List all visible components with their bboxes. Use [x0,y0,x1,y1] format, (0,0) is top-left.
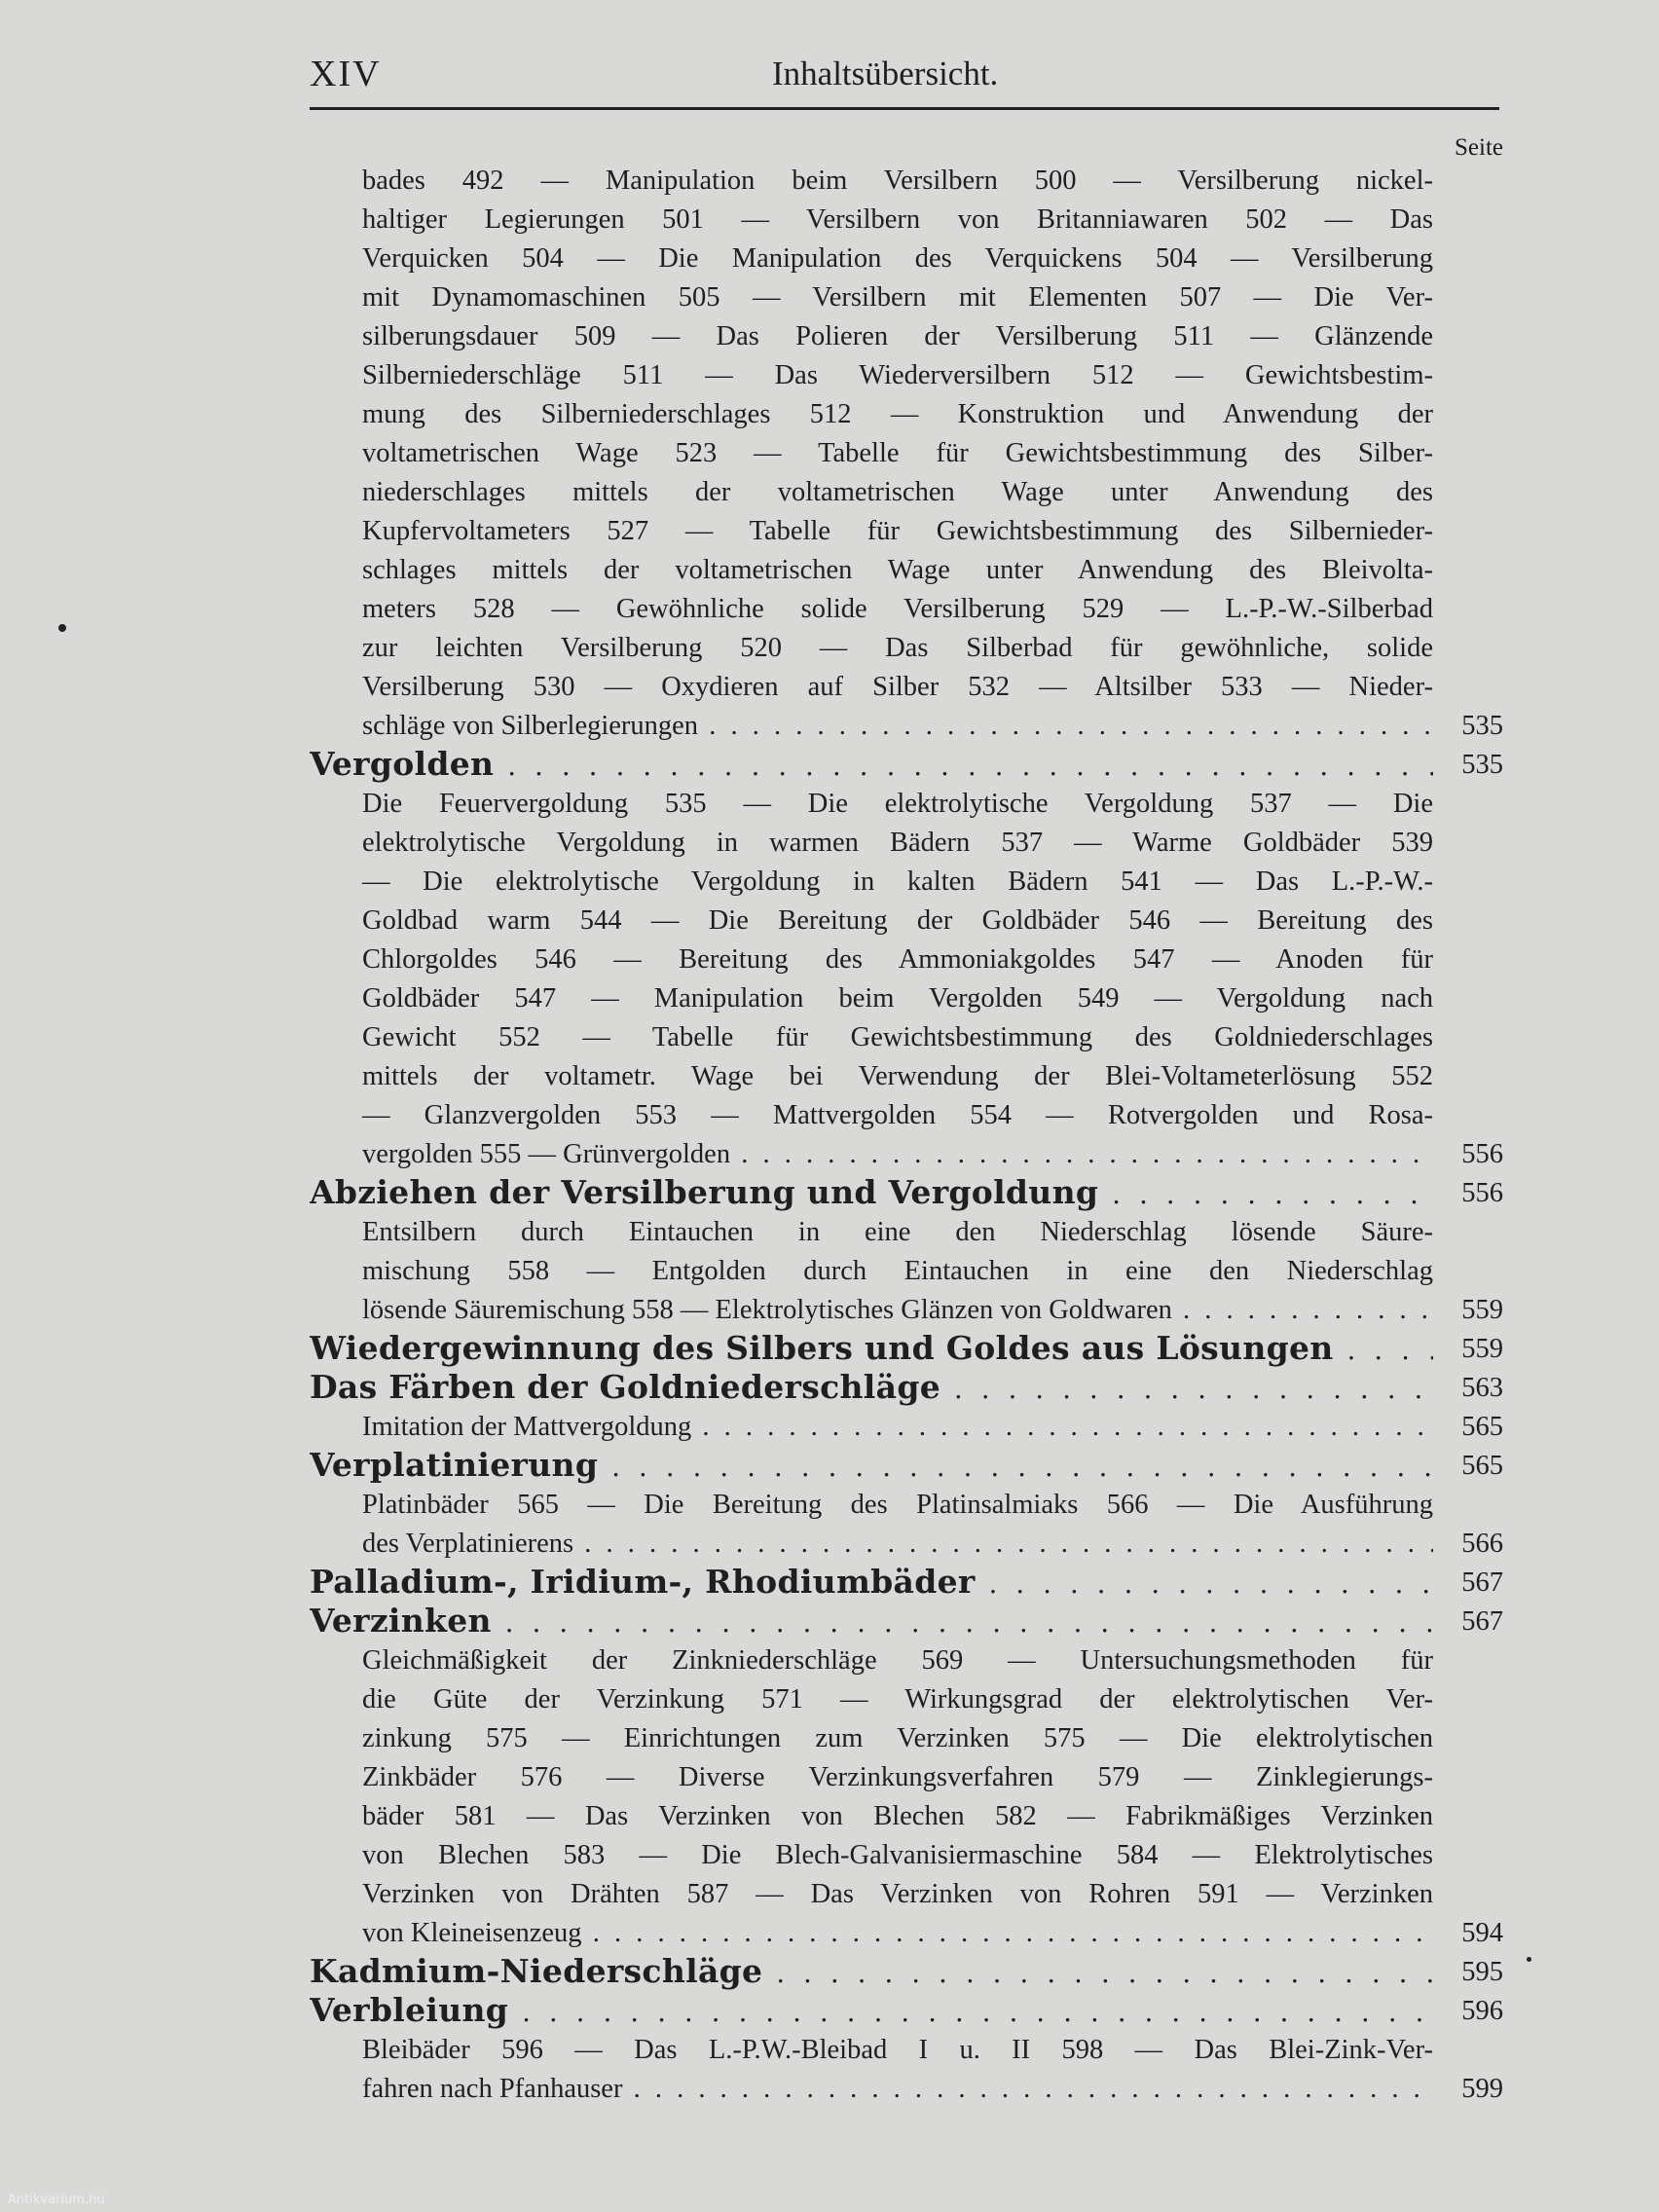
toc-entry-text: Platinbäder 565 — Die Bereitung des Platinsalmiaks 566 — Die Ausführung [362,1490,1433,1520]
toc-text-row [310,1133,1503,1172]
toc-entry-text: bäder 581 — Das Verzinken von Blechen 582 — Fabrikmäßiges Verzinken [362,1801,1433,1831]
page-number: 596 [1461,1996,1503,2026]
toc-entry-text: Entsilbern durch Eintauchen in eine den Niederschlag lösende Säure- [362,1217,1433,1247]
toc-entry-text: von Blechen 583 — Die Blech-Galvanisiermaschine 584 — Elektrolytisches [362,1840,1433,1870]
toc-entry-text: Versilberung 530 — Oxydieren auf Silber 532 — Altsilber 533 — Nieder- [362,672,1433,702]
toc-heading: Wiedergewinnung des Silbers und Goldes aus Lösungen . . . [310,1330,1433,1369]
toc-text-row [310,705,1503,744]
toc-entry-text: mit Dynamomaschinen 505 — Versilbern mit Elementen 507 — Die Ver- [362,282,1433,313]
toc-text-row [310,1678,1503,1717]
toc-heading: Palladium-, Iridium-, Rhodiumbäder . . . [310,1564,1433,1603]
toc-text-row [310,861,1503,900]
toc-entry-text: silberungsdauer 509 — Das Polieren der Versilberung 511 — Glänzende [362,321,1433,351]
toc-entry-text: die Güte der Verzinkung 571 — Wirkungsgrad der elektrolytischen Ver- [362,1684,1433,1714]
page-number: 559 [1461,1295,1503,1325]
toc-entry-text: vergolden 555 — Grünvergolden . . . [362,1139,1433,1170]
toc-text-row [310,1640,1503,1678]
toc-text-row [310,315,1503,354]
page-number: 594 [1461,1918,1503,1948]
toc-entry-text: zur leichten Versilberung 520 — Das Silberbad für gewöhnliche, solide [362,633,1433,663]
toc-entry-text: Bleibäder 596 — Das L.-P.W.-Bleibad I u. II 598 — Das Blei-Zink-Ver- [362,2035,1433,2065]
toc-heading-row [310,1562,1503,1601]
toc-entry-text: lösende Säuremischung 558 — Elektrolytisches Glänzen von Goldwaren . . . [362,1295,1433,1326]
toc-heading-row [310,1601,1503,1640]
page-number: 563 [1461,1373,1503,1403]
toc-heading: Verbleiung . . . [310,1992,1433,2031]
toc-text-row [310,1523,1503,1562]
toc-text-row [310,822,1503,861]
toc-heading: Vergolden . . . [310,746,1433,785]
toc-text-row [310,1211,1503,1250]
toc-entry-text: Goldbad warm 544 — Die Bereitung der Goldbäder 546 — Bereitung des [362,905,1433,936]
toc-text-row [310,783,1503,822]
toc-text-row [310,1834,1503,1873]
toc-entry-text: fahren nach Pfanhauser . . . [362,2074,1433,2105]
toc-text-row [310,238,1503,276]
toc-text-row [310,432,1503,471]
toc-heading: Kadmium-Niederschläge . . . [310,1953,1433,1992]
toc-entry-text: zinkung 575 — Einrichtungen zum Verzinken 575 — Die elektrolytischen [362,1723,1433,1753]
toc-heading-row [310,1172,1503,1211]
toc-entry-text: Kupfervoltameters 527 — Tabelle für Gewichtsbestimmung des Silbernieder- [362,516,1433,546]
toc-entry-text: Gewicht 552 — Tabelle für Gewichtsbestimmung des Goldniederschlages [362,1022,1433,1052]
toc-heading: Das Färben der Goldniederschläge . . . [310,1369,1433,1408]
toc-entry-text: des Verplatinierens . . . [362,1529,1433,1560]
toc-text-row [310,900,1503,939]
toc-heading-row [310,1445,1503,1484]
toc-entry-text: Imitation der Mattvergoldung . . . [362,1412,1433,1443]
page-number: 595 [1461,1957,1503,1987]
toc-text-row [310,1795,1503,1834]
toc-entry-text: Zinkbäder 576 — Diverse Verzinkungsverfahren 579 — Zinklegierungs- [362,1762,1433,1792]
toc-entry-text: mung des Silberniederschlages 512 — Konstruktion und Anwendung der [362,399,1433,429]
toc-text-row [310,199,1503,238]
toc-entry-text: Die Feuervergoldung 535 — Die elektrolytische Vergoldung 537 — Die [362,789,1433,819]
toc-text-row [310,1873,1503,1912]
toc-entry-text: Chlorgoldes 546 — Bereitung des Ammoniakgoldes 547 — Anoden für [362,944,1433,975]
toc-entry-text: Silberniederschläge 511 — Das Wiederversilbern 512 — Gewichtsbestim- [362,360,1433,390]
toc-heading-row [310,744,1503,783]
ink-speck [1527,1957,1531,1962]
toc-text-row [310,666,1503,705]
toc-entry-text: niederschlages mittels der voltametrischen Wage unter Anwendung des [362,477,1433,507]
toc-text-row [310,1912,1503,1951]
toc-text-row [310,549,1503,588]
toc-text-row [310,1016,1503,1055]
page-number: 566 [1461,1529,1503,1559]
toc-text-row [310,939,1503,977]
toc-heading-row [310,1367,1503,1406]
page-number: 556 [1461,1178,1503,1208]
page-header [310,47,1499,110]
toc-text-row [310,1250,1503,1289]
toc-text-row [310,510,1503,549]
page-number: 535 [1461,711,1503,741]
page-number: 567 [1461,1567,1503,1598]
toc-text-row [310,1406,1503,1445]
toc-text-row [310,1289,1503,1328]
toc-text-row [310,160,1503,199]
page-number: 599 [1461,2074,1503,2104]
toc-text-row [310,393,1503,432]
toc-text-row [310,354,1503,393]
toc-entry-text: elektrolytische Vergoldung in warmen Bädern 537 — Warme Goldbäder 539 [362,828,1433,858]
toc-entry-text: meters 528 — Gewöhnliche solide Versilberung 529 — L.-P.-W.-Silberbad [362,594,1433,624]
toc-text-row [310,1484,1503,1523]
seite-label: Seite [1455,134,1503,161]
page-number: 565 [1461,1412,1503,1442]
page-folio: XIV [310,54,382,94]
page-number: 535 [1461,750,1503,780]
toc-text-row [310,588,1503,627]
toc-heading-row [310,1951,1503,1990]
toc-entry-text: mischung 558 — Entgolden durch Eintauchen in eine den Niederschlag [362,1256,1433,1286]
toc-entry-text: Gleichmäßigkeit der Zinkniederschläge 569 — Untersuchungsmethoden für [362,1645,1433,1676]
toc-text-row [310,2029,1503,2068]
toc-entry-text: Verzinken von Drähten 587 — Das Verzinken von Rohren 591 — Verzinken [362,1879,1433,1909]
toc-entry-text: haltiger Legierungen 501 — Versilbern von Britanniawaren 502 — Das [362,204,1433,235]
toc-text-row [310,276,1503,315]
toc-text-row [310,1094,1503,1133]
toc-text-row [310,1756,1503,1795]
toc-heading: Verzinken . . . [310,1603,1433,1641]
running-title: Inhaltsübersicht. [772,55,999,92]
toc-entry-text: — Die elektrolytische Vergoldung in kalten Bädern 541 — Das L.-P.-W.- [362,866,1433,897]
toc-entry-text: Verquicken 504 — Die Manipulation des Verquickens 504 — Versilberung [362,243,1433,274]
page-number: 565 [1461,1451,1503,1481]
toc-heading-row [310,1328,1503,1367]
toc-text-row [310,977,1503,1016]
toc-entry-text: mittels der voltametr. Wage bei Verwendung der Blei-Voltameterlösung 552 [362,1061,1433,1091]
page-number: 556 [1461,1139,1503,1169]
toc-entry-text: von Kleineisenzeug . . . [362,1918,1433,1949]
page-number: 567 [1461,1606,1503,1637]
toc-text-row [310,471,1503,510]
toc-text-row [310,1055,1503,1094]
toc-entry-text: — Glanzvergolden 553 — Mattvergolden 554 — Rotvergolden und Rosa- [362,1100,1433,1130]
toc-entry-text: voltametrischen Wage 523 — Tabelle für Gewichtsbestimmung des Silber- [362,438,1433,468]
toc-entry-text: Goldbäder 547 — Manipulation beim Vergolden 549 — Vergoldung nach [362,983,1433,1014]
page-number: 559 [1461,1334,1503,1364]
toc-heading: Verplatinierung . . . [310,1447,1433,1486]
toc-text-row [310,627,1503,666]
toc-entry-text: schlages mittels der voltametrischen Wage unter Anwendung des Bleivolta- [362,555,1433,585]
watermark: Antikvarium.hu [8,2193,105,2207]
toc-entry-text: schläge von Silberlegierungen . . . [362,711,1433,742]
toc-heading-row [310,1990,1503,2029]
toc-text-row [310,1717,1503,1756]
ink-speck [58,624,66,632]
toc-text-row [310,2068,1503,2107]
toc-heading: Abziehen der Versilberung und Vergoldung . . . [310,1174,1433,1213]
table-of-contents [310,160,1503,2107]
toc-entry-text: bades 492 — Manipulation beim Versilbern 500 — Versilberung nickel- [362,166,1433,196]
